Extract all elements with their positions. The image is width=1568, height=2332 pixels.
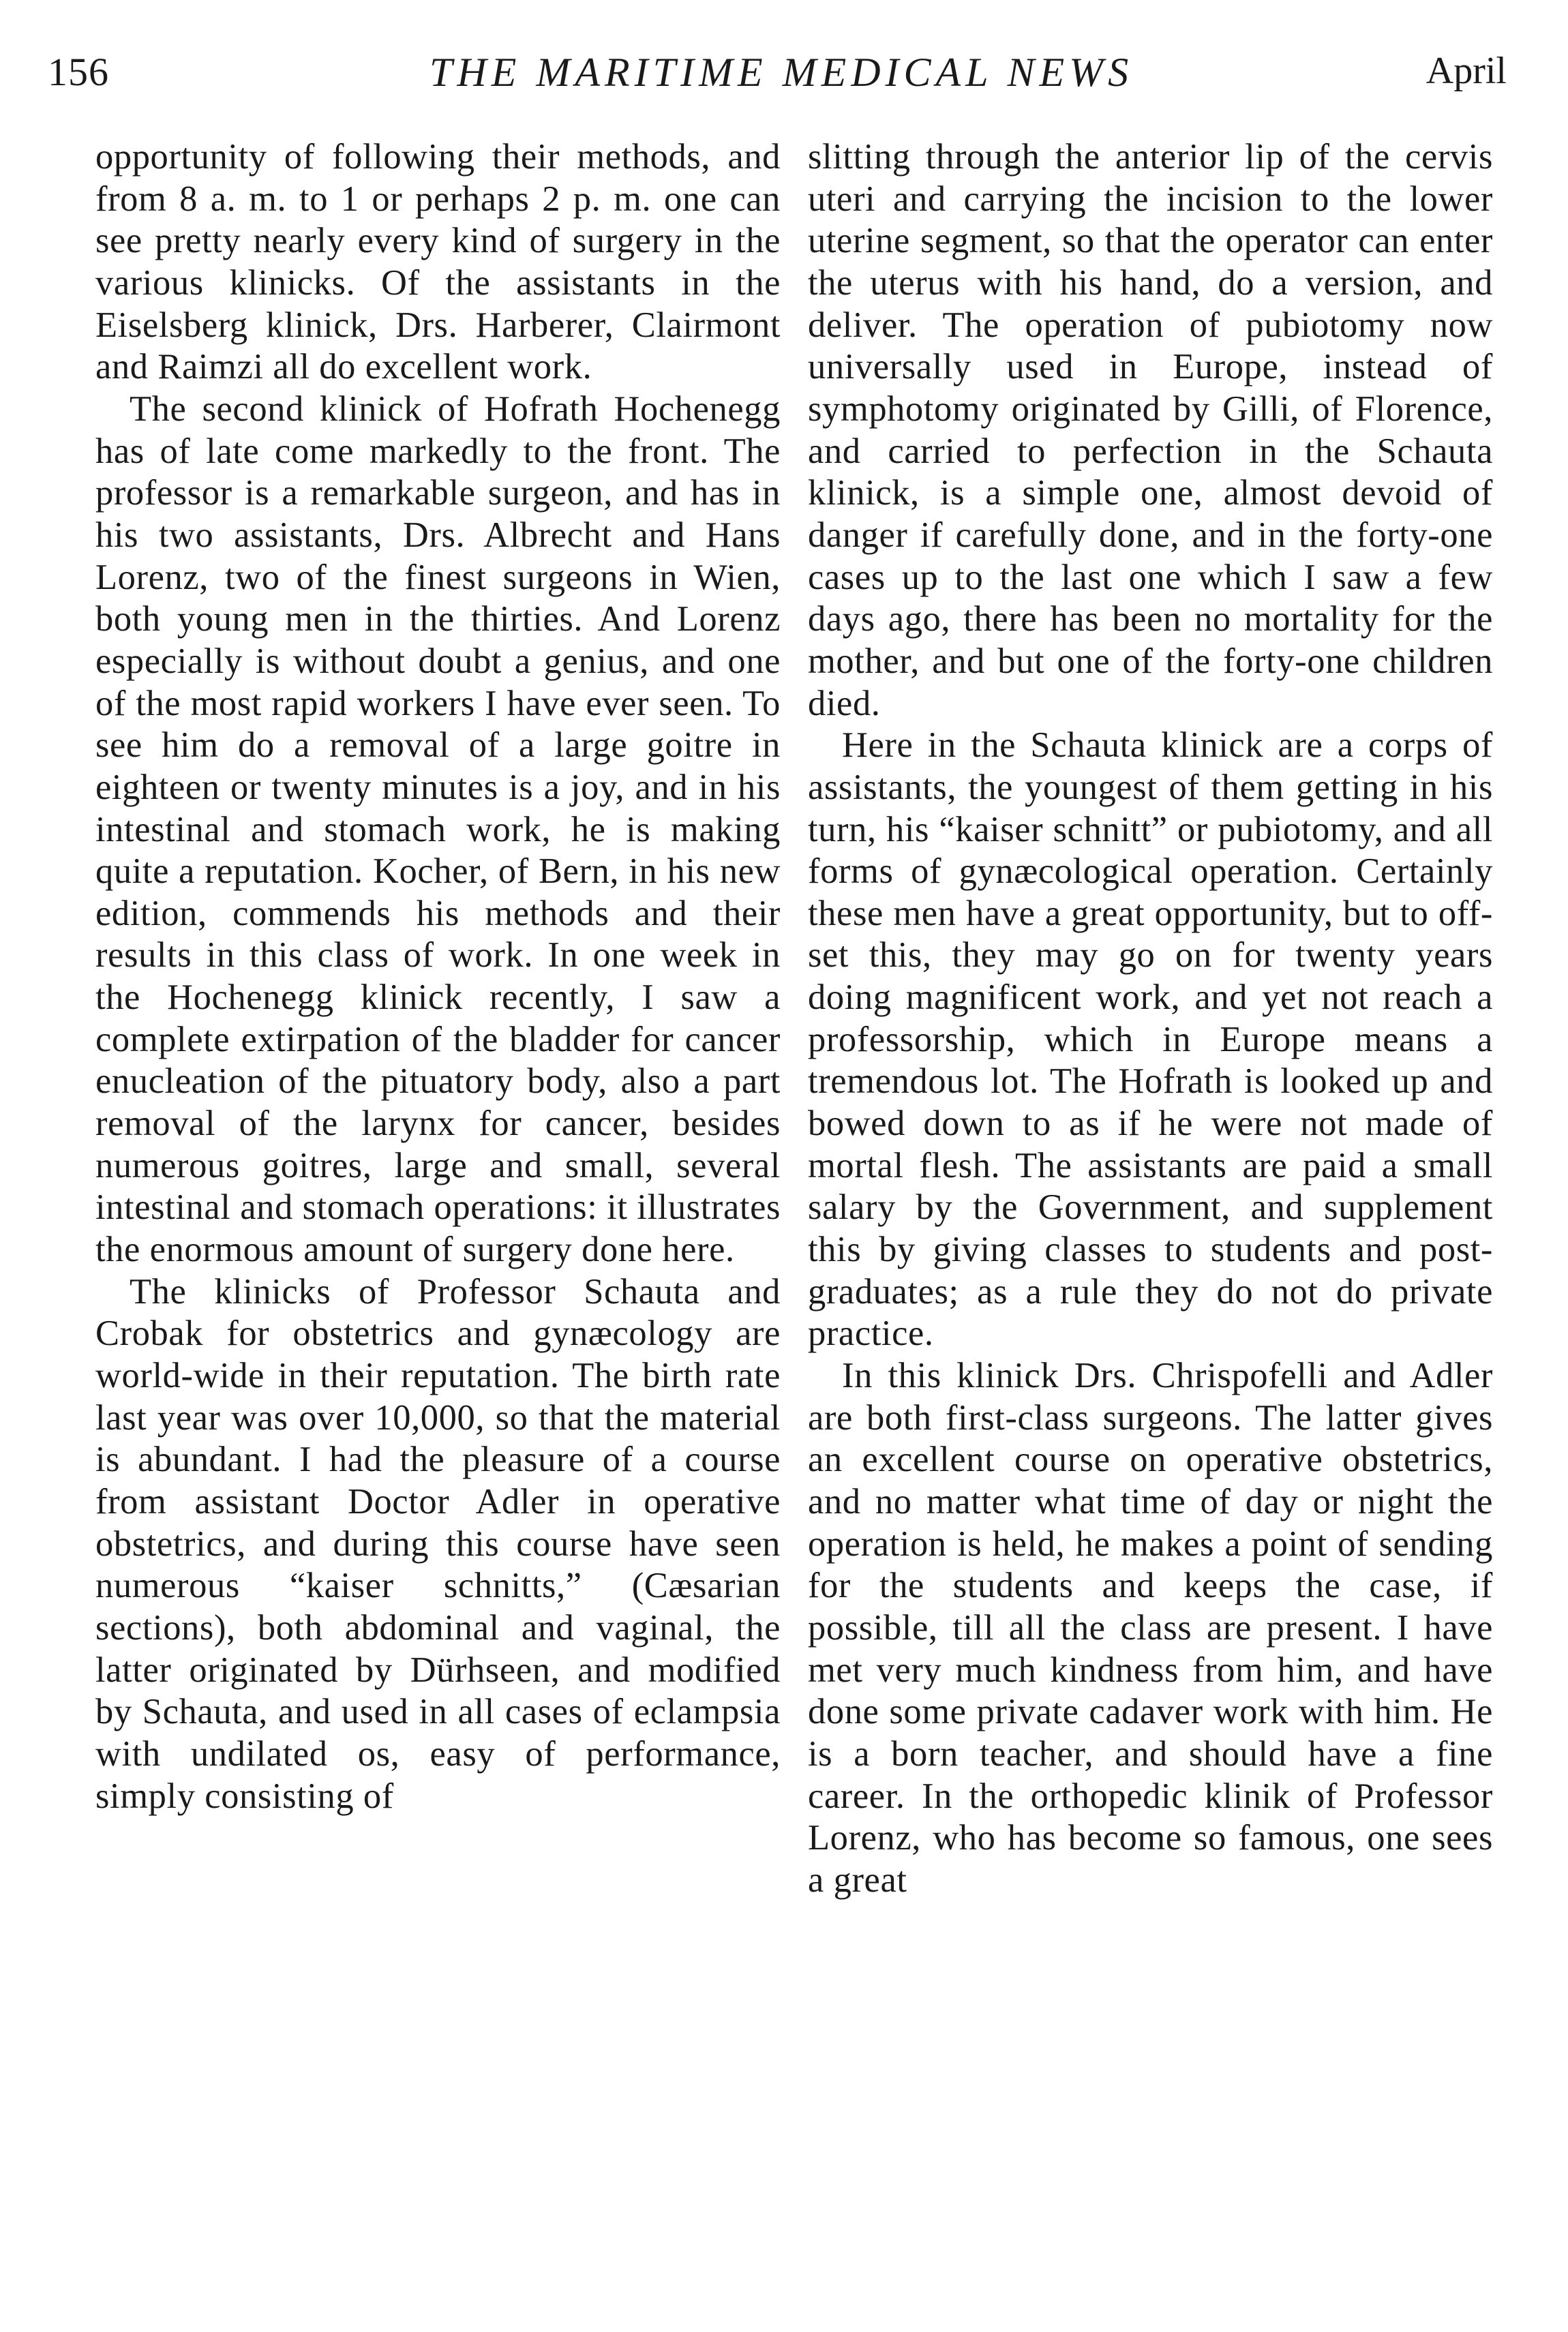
paragraph: Here in the Schauta klinick are a corps of assistants, the youngest of them getting in his turn, his “kaiser schnitt” or pubiotomy, and all forms of gynæcological operation. Certainly these men have a great opportunity, but to off-set this, they may go on for twenty years doing magnificent work, and yet not reach a professorship, which in Europe means a tremendous lot. The Hofrath is looked up and bowed down to as if he were not made of mortal flesh. The assistants are paid a small salary by the Government, and supplement this by giving classes to students and post-graduates; as a rule they do not do private practice.: [808, 725, 1493, 1354]
paragraph: The second klinick of Hofrath Hochenegg has of late come markedly to the front. The professor is a remarkable surgeon, and has in his two assistants, Drs. Albrecht and Hans Lorenz, two of the finest surgeons in Wien, both young men in the thirties. And Lorenz especially is without doubt a genius, and one of the most rapid workers I have ever seen. To see him do a removal of a large goitre in eighteen or twenty minutes is a joy, and in his intestinal and stomach work, he is making quite a reputation. Kocher, of Bern, in his new edition, commends his methods and their results in this class of work. In one week in the Hochenegg klinick recently, I saw a complete extirpation of the bladder for cancer enucleation of the pituatory body, also a part removal of the larynx for cancer, besides numerous goitres, large and small, several intestinal and stomach operations: it illustrates the enormous amount of surgery done here.: [95, 389, 781, 1270]
paragraph: The klinicks of Professor Schauta and Crobak for obstetrics and gynæcology are world-wide in their reputation. The birth rate last year was over 10,000, so that the material is abundant. I had the pleasure of a course from assistant Doctor Adler in operative obstetrics, and during this course have seen numerous “kaiser schnitts,” (Cæsarian sections), both abdominal and vaginal, the latter originated by Dürhseen, and modified by Schauta, and used in all cases of eclampsia with undilated os, easy of performance, simply consisting of: [95, 1271, 781, 1816]
left-column: [95, 136, 781, 1817]
journal-title: THE MARITIME MEDICAL NEWS: [429, 50, 1134, 95]
right-column: [808, 136, 1493, 1902]
paragraph: In this klinick Drs. Chrispofelli and Adler are both first-class surgeons. The latter gives an excellent course on operative obstetrics, and no matter what time of day or night the operation is held, he makes a point of sending for the students and keeps the case, if possible, till all the class are present. I have met very much kindness from him, and have done some private cadaver work with him. He is a born teacher, and should have a fine career. In the orthopedic klinik of Professor Lorenz, who has become so famous, one sees a great: [808, 1356, 1493, 1900]
paragraph: slitting through the anterior lip of the cervis uteri and carrying the incision to the lower uterine segment, so that the operator can enter the uterus with his hand, do a version, and deliver. The operation of pubiotomy now universally used in Europe, instead of symphotomy originated by Gilli, of Florence, and carried to perfection in the Schauta klinick, is a simple one, almost devoid of danger if carefully done, and in the forty-one cases up to the last one which I saw a few days ago, there has been no mortality for the mother, and but one of the forty-one children died.: [808, 137, 1493, 723]
paragraph: opportunity of following their methods, and from 8 a. m. to 1 or perhaps 2 p. m. one can see pretty nearly every kind of surgery in the various klinicks. Of the assistants in the Eiselsberg klinick, Drs. Harberer, Clairmont and Raimzi all do excellent work.: [95, 137, 781, 387]
issue-month: April: [1426, 50, 1507, 92]
page-number: 156: [48, 50, 109, 94]
running-head: [48, 49, 1507, 104]
